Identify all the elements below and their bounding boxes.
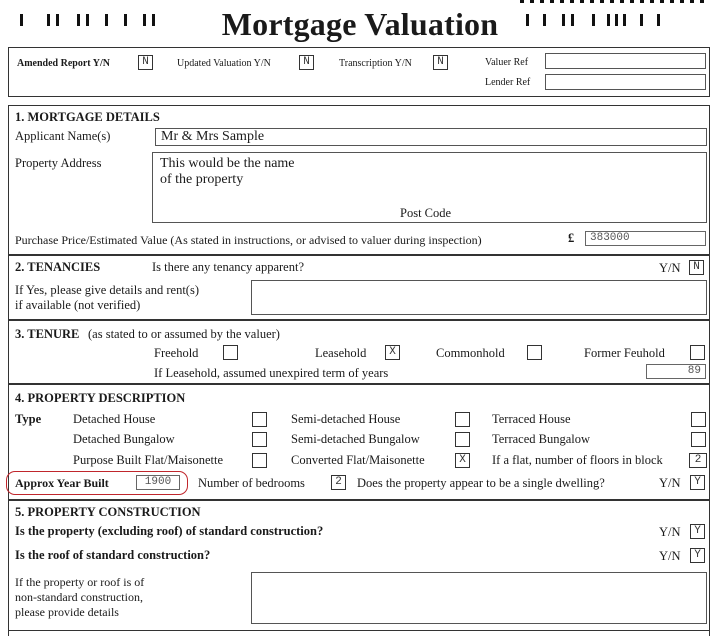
- commonhold-checkbox[interactable]: [527, 345, 542, 360]
- tenure-note: (as stated to or assumed by the valuer): [88, 327, 280, 341]
- option-semi-detached-house-checkbox[interactable]: [455, 412, 470, 427]
- amended-field[interactable]: N: [138, 55, 153, 70]
- option-semi-detached-house-label: Semi-detached House: [291, 412, 401, 426]
- price-field[interactable]: 383000: [585, 231, 706, 246]
- option-semi-detached-bungalow-checkbox[interactable]: [455, 432, 470, 447]
- price-label: Purchase Price/Estimated Value (As stated in instructions, or advised to valuer during inspection): [15, 233, 482, 247]
- section-tenancies: [8, 255, 710, 320]
- type-label: Type: [15, 412, 42, 426]
- non-standard-label-1: If the property or roof is of: [15, 575, 145, 589]
- amended-label: Amended Report Y/N: [17, 58, 110, 69]
- option-purpose-built-flat-label: Purpose Built Flat/Maisonette: [73, 453, 223, 467]
- non-standard-details-field[interactable]: [251, 572, 707, 624]
- section-2-heading: 2. TENANCIES: [15, 260, 101, 274]
- section-3-heading: 3. TENURE: [15, 327, 80, 341]
- lender-ref-field[interactable]: [545, 74, 706, 90]
- freehold-label: Freehold: [154, 346, 199, 360]
- section-4-heading: 4. PROPERTY DESCRIPTION: [15, 391, 186, 405]
- lease-term-field[interactable]: 89: [646, 364, 706, 379]
- bedrooms-label: Number of bedrooms: [198, 476, 305, 490]
- roof-yn-label: Y/N: [659, 549, 681, 563]
- option-detached-house-label: Detached House: [73, 412, 156, 426]
- year-built-label: Approx Year Built: [15, 476, 109, 490]
- transcription-label: Transcription Y/N: [339, 58, 412, 69]
- single-dwelling-yn-label: Y/N: [659, 476, 681, 490]
- header-section: [8, 47, 710, 97]
- year-built-field[interactable]: 1900: [136, 475, 180, 490]
- construction-yn-field[interactable]: Y: [690, 524, 705, 539]
- construction-question: Is the property (excluding roof) of standard construction?: [15, 524, 324, 538]
- section-mortgage-details: [8, 105, 710, 255]
- section-1-heading: 1. MORTGAGE DETAILS: [15, 110, 160, 124]
- feudal-label: Former Feuhold: [584, 346, 665, 360]
- option-detached-house-checkbox[interactable]: [252, 412, 267, 427]
- updated-field[interactable]: N: [299, 55, 314, 70]
- postcode-label: Post Code: [400, 206, 452, 220]
- address-field[interactable]: [152, 152, 707, 223]
- page-title: Mortgage Valuation: [221, 6, 499, 42]
- floors-label: If a flat, number of floors in block: [492, 453, 663, 467]
- roof-yn-field[interactable]: Y: [690, 548, 705, 563]
- transcription-field[interactable]: N: [433, 55, 448, 70]
- applicant-label: Applicant Name(s): [15, 129, 111, 143]
- barcode-top-right-marks: [520, 0, 710, 3]
- address-line-1: This would be the name: [160, 156, 295, 171]
- valuer-ref-field[interactable]: [545, 53, 706, 69]
- feudal-checkbox[interactable]: [690, 345, 705, 360]
- option-terraced-house-label: Terraced House: [492, 412, 571, 426]
- lender-ref-label: Lender Ref: [485, 77, 531, 88]
- tenancy-question: Is there any tenancy apparent?: [152, 260, 305, 274]
- option-semi-detached-bungalow-label: Semi-detached Bungalow: [291, 432, 420, 446]
- tenancy-details-label-2: if available (not verified): [15, 298, 141, 312]
- commonhold-label: Commonhold: [436, 346, 505, 360]
- tenancy-details-label-1: If Yes, please give details and rent(s): [15, 283, 199, 297]
- tenancy-yn-field[interactable]: N: [689, 260, 704, 275]
- section-tenure: [8, 320, 710, 384]
- tenancy-details-field[interactable]: [251, 280, 707, 315]
- bedrooms-field[interactable]: 2: [331, 475, 346, 490]
- section-property-construction: [8, 500, 710, 636]
- non-standard-label-3: please provide details: [15, 605, 119, 619]
- floors-field[interactable]: 2: [689, 453, 707, 468]
- section-property-description: [8, 384, 710, 500]
- freehold-checkbox[interactable]: [223, 345, 238, 360]
- single-dwelling-label: Does the property appear to be a single dwelling?: [357, 476, 605, 490]
- applicant-field[interactable]: Mr & Mrs Sample: [155, 128, 707, 146]
- currency-symbol: £: [568, 231, 575, 245]
- single-dwelling-field[interactable]: Y: [690, 475, 705, 490]
- option-detached-bungalow-checkbox[interactable]: [252, 432, 267, 447]
- updated-label: Updated Valuation Y/N: [177, 58, 271, 69]
- address-label: Property Address: [15, 156, 102, 170]
- leasehold-checkbox[interactable]: X: [385, 345, 400, 360]
- option-detached-bungalow-label: Detached Bungalow: [73, 432, 175, 446]
- option-terraced-bungalow-label: Terraced Bungalow: [492, 432, 591, 446]
- option-terraced-house-checkbox[interactable]: [691, 412, 706, 427]
- bottom-rule: [8, 630, 710, 631]
- roof-question: Is the roof of standard construction?: [15, 548, 211, 562]
- construction-yn-label: Y/N: [659, 525, 681, 539]
- section-5-heading: 5. PROPERTY CONSTRUCTION: [15, 505, 201, 519]
- leasehold-label: Leasehold: [315, 346, 367, 360]
- tenancy-yn-label: Y/N: [659, 261, 681, 275]
- lease-term-label: If Leasehold, assumed unexpired term of years: [154, 366, 389, 380]
- option-converted-flat-label: Converted Flat/Maisonette: [291, 453, 425, 467]
- option-terraced-bungalow-checkbox[interactable]: [691, 432, 706, 447]
- valuer-ref-label: Valuer Ref: [485, 57, 529, 68]
- non-standard-label-2: non-standard construction,: [15, 590, 143, 604]
- option-purpose-built-flat-checkbox[interactable]: [252, 453, 267, 468]
- option-converted-flat-checkbox[interactable]: X: [455, 453, 470, 468]
- address-line-2: of the property: [160, 172, 244, 187]
